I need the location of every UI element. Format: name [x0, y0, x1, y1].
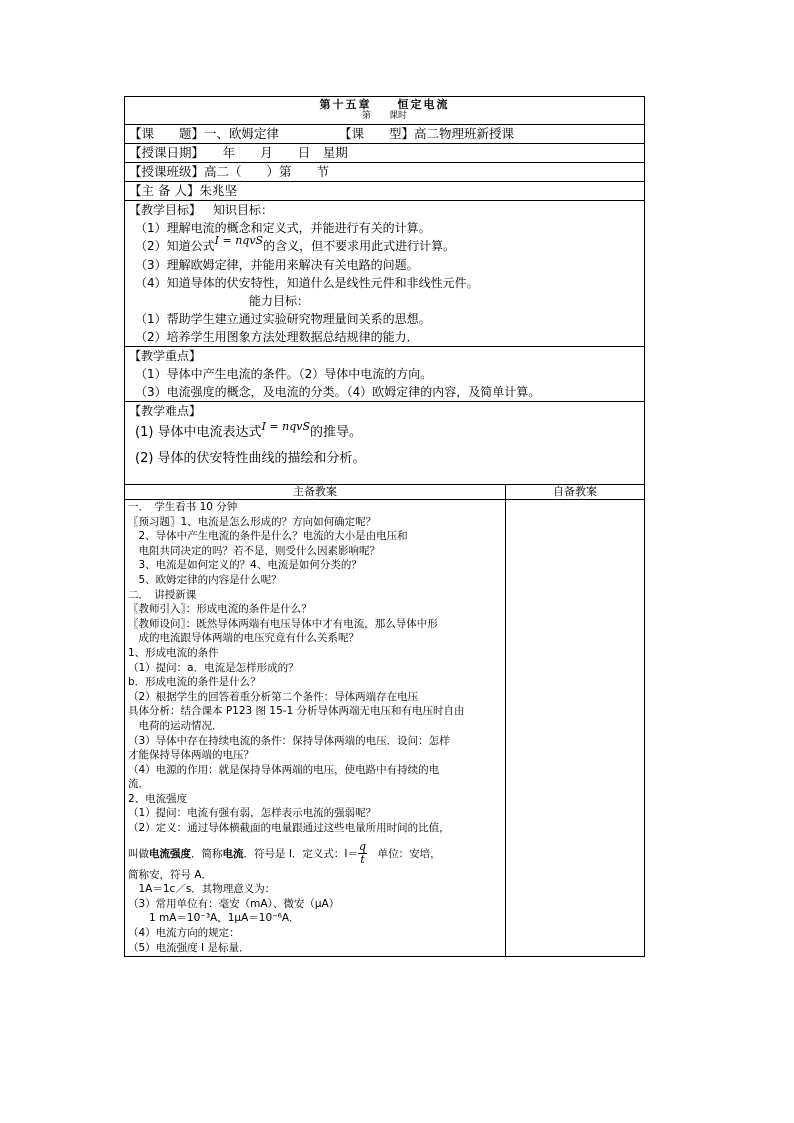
plan-line: （2）定义：通过导体横截面的电量跟通过这些电量所用时间的比值，: [128, 822, 450, 835]
type-value: 高二物理班新授课: [414, 126, 515, 141]
plan-line: 流．: [128, 778, 149, 791]
self-plan-header: 自备教案: [506, 485, 645, 500]
formula-i-nqvs: I = nqvS: [214, 234, 264, 247]
document-header: [125, 97, 645, 125]
plan-line: 〖教师设问〗：既然导体两端有电压导体中才有电流，那么导体中形: [128, 617, 438, 630]
plan-line: （4）电源的作用：就是保持导体两端的电压，使电路中有持续的电: [128, 763, 440, 776]
type-label: 【课 型】: [339, 126, 415, 141]
main-plan-content: [125, 500, 506, 957]
class-label: 【授课班级】: [129, 164, 205, 179]
goals-label: 【教学目标】: [129, 203, 202, 217]
chapter-title: 第十五章 恒定电流: [319, 98, 450, 111]
class-row: [125, 163, 645, 182]
ability-goal-2: （2）培养学生用图象方法处理数据总结规律的能力．: [135, 330, 419, 344]
date-row: [125, 144, 645, 163]
preparer-value: 朱兆坚: [199, 183, 237, 198]
date-label: 【授课日期】: [129, 145, 198, 160]
plan-line: （5）电流强度 I 是标量．: [128, 941, 250, 954]
knowledge-goal-2: （2）知道公式I = nqvS的含义，但不要求用此式进行计算。: [135, 234, 456, 253]
knowledge-goal-1: （1）理解电流的概念和定义式，并能进行有关的计算。: [135, 221, 431, 235]
topic-label: 【课 题】: [129, 126, 205, 141]
class-value: 高二（ ）第 节: [204, 164, 330, 179]
difficulties: [125, 402, 645, 485]
ability-goal-1: （1）帮助学生建立通过实验研究物理量间关系的思想。: [135, 312, 431, 326]
preparer-row: [125, 182, 645, 201]
plan-line: 3、电流是如何定义的？4、电流是如何分类的？: [128, 559, 362, 572]
plan-lines-continued: [128, 868, 505, 956]
plan-line: 5、欧姆定律的内容是什么呢？: [128, 573, 282, 586]
key-point-line-2: （3）电流强度的概念，及电流的分类。（4）欧姆定律的内容，及简单计算。: [135, 385, 541, 399]
difficulty-2: (2) 导体的伏安特性曲线的描绘和分析。: [135, 451, 366, 466]
plan-line: b．形成电流的条件是什么？: [128, 676, 261, 689]
plan-line: 2、导体中产生电流的条件是什么？电流的大小是由电压和: [128, 530, 408, 543]
main-plan-header: 主备教案: [125, 485, 506, 500]
plan-line: 电阻共同决定的吗？若不是，则受什么因素影响呢？: [128, 544, 380, 557]
plan-line: 2、电流强度: [128, 792, 188, 805]
plan-line: （3）常用单位有：毫安（mA）、微安（μA）: [128, 897, 340, 910]
plan-line: 电荷的运动情况．: [128, 719, 223, 732]
knowledge-goal-4: （4）知道导体的伏安特性，知道什么是线性元件和非线性元件。: [135, 276, 479, 290]
plan-line: （1）提问：电流有强有弱，怎样表示电流的强弱呢？: [128, 807, 377, 820]
knowledge-goal-3: （3）理解欧姆定律，并能用来解决有关电路的问题。: [135, 258, 419, 272]
plan-line: 成的电流跟导体两端的电压究竟有什么关系呢？: [128, 632, 359, 645]
plan-line: 1 mA＝10⁻³A，1μA＝10⁻⁶A．: [128, 912, 300, 925]
lesson-number: 第 课时: [361, 111, 407, 121]
plan-line: 1A＝1c／s．其物理意义为：: [128, 883, 276, 896]
topic-value: 一、欧姆定律: [204, 126, 280, 141]
plan-line: 〖预习题〗1、电流是怎么形成的？方向如何确定呢？: [128, 515, 377, 528]
key-points-label: 【教学重点】: [129, 349, 202, 363]
plan-line: 一． 学生看书 10 分钟: [128, 501, 238, 513]
key-point-line-1: （1）导体中产生电流的条件。（2）导体中电流的方向。: [135, 367, 433, 381]
plan-line: 1、形成电流的条件: [128, 646, 219, 659]
difficulties-label: 【教学难点】: [129, 404, 202, 418]
plan-line: （1）提问：a．电流是怎样形成的？: [128, 661, 299, 674]
plan-line: （3）导体中存在持续电流的条件：保持导体两端的电压．设问：怎样: [128, 734, 450, 747]
lesson-plan-table: [124, 96, 645, 957]
key-points: [125, 347, 645, 402]
plan-line: 〖教师引入〗：形成电流的条件是什么？: [128, 603, 312, 616]
plan-line: 简称安，符号 A．: [128, 868, 213, 881]
plan-line: 具体分析：结合课本 P123 图 15-1 分析导体两端无电压和有电压时自由: [128, 705, 465, 718]
plan-line: 才能保持导体两端的电压？: [128, 749, 254, 762]
teaching-goals: [125, 201, 645, 347]
date-value: 年 月 日 星期: [197, 145, 348, 160]
ability-goals-label: 能力目标：: [249, 294, 310, 308]
plan-lines: [128, 500, 505, 836]
current-formula-fraction: $\frac{q}{t}$: [359, 840, 367, 867]
current-definition: 叫做电流强度．简称电流．符号是 I．定义式：I＝ $\frac{q}{t}$ 单位：安培，: [128, 840, 441, 867]
preparer-label: 【主 备 人】: [129, 183, 200, 198]
difficulty-1: (1) 导体中电流表达式$^{I = nqvS}$的推导。: [135, 420, 363, 440]
plan-line: （4）电流方向的规定：: [128, 927, 240, 940]
self-plan-content: [506, 500, 645, 957]
plan-line: 二． 讲授新课: [128, 588, 197, 601]
formula-i-nqvs-2: I = nqvS: [261, 420, 310, 433]
topic-row: [125, 125, 645, 144]
knowledge-goals-label: 知识目标：: [213, 203, 274, 217]
plan-line: （2）根据学生的回答着重分析第二个条件：导体两端存在电压: [128, 690, 419, 703]
lesson-plan-page: [124, 96, 644, 957]
